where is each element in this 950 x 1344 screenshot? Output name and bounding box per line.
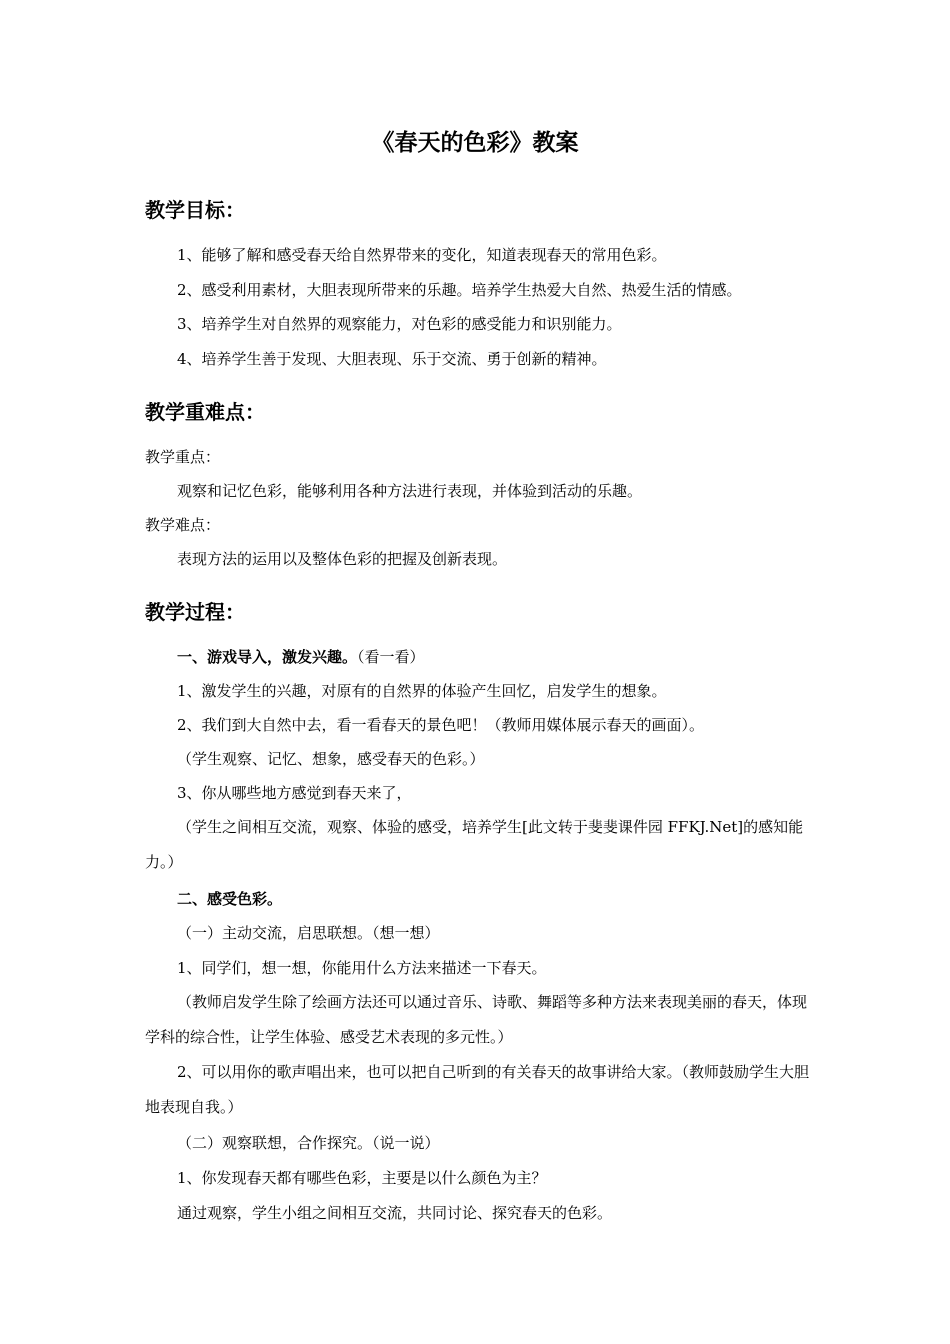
section1-title: 一、游戏导入，激发兴趣。 [177, 648, 358, 666]
s1-line-4: 3、你从哪些地方感觉到春天来了， [177, 784, 412, 802]
goal-item-1: 1、能够了解和感受春天给自然界带来的变化，知道表现春天的常用色彩。 [177, 246, 667, 264]
sub1-paragraph-2: 2、可以用你的歌声唱出来，也可以把自己听到的有关春天的故事讲给大家。（教师鼓励学生大胆地表现自我。） [145, 1063, 810, 1116]
goal-item-2: 2、感受利用素材，大胆表现所带来的乐趣。培养学生热爱大自然、热爱生活的情感。 [177, 281, 742, 299]
section2-title: 二、感受色彩。 [177, 890, 283, 908]
sub2-heading: （二）观察联想，合作探究。（说一说） [177, 1134, 440, 1152]
sub1-heading: （一）主动交流，启思联想。（想一想） [177, 924, 440, 942]
sub2-line-2: 通过观察，学生小组之间相互交流，共同讨论、探究春天的色彩。 [177, 1204, 613, 1222]
s1-line-1: 1、激发学生的兴趣，对原有的自然界的体验产生回忆，启发学生的想象。 [177, 682, 667, 700]
focus-label: 教学重点： [145, 448, 221, 466]
focus-text: 观察和记忆色彩，能够利用各种方法进行表现，并体验到活动的乐趣。 [177, 482, 643, 500]
s1-line-2: 2、我们到大自然中去，看一看春天的景色吧！（教师用媒体展示春天的画面）。 [177, 716, 705, 734]
difficulty-label: 教学难点： [145, 516, 221, 534]
section1-note: （看一看） [357, 648, 425, 666]
sub2-line-1: 1、你发现春天都有哪些色彩，主要是以什么颜色为主？ [177, 1169, 547, 1187]
s1-paragraph: （学生之间相互交流，观察、体验的感受，培养学生[此文转于斐斐课件园 FFKJ.Net]的感知能力。） [145, 818, 804, 871]
difficulty-text: 表现方法的运用以及整体色彩的把握及创新表现。 [177, 550, 508, 568]
sub1-paragraph-1: （教师启发学生除了绘画方法还可以通过音乐、诗歌、舞蹈等多种方法来表现美丽的春天，体现学科的综合性，让学生体验、感受艺术表现的多元性。） [145, 993, 808, 1046]
sub1-line-1: 1、同学们，想一想，你能用什么方法来描述一下春天。 [177, 959, 547, 977]
s1-line-3: （学生观察、记忆、想象，感受春天的色彩。） [177, 750, 485, 768]
goal-item-3: 3、培养学生对自然界的观察能力，对色彩的感受能力和识别能力。 [177, 315, 622, 333]
goals-heading: 教学目标： [145, 198, 245, 222]
key-points-heading: 教学重难点： [145, 400, 265, 424]
goal-item-4: 4、培养学生善于发现、大胆表现、乐于交流、勇于创新的精神。 [177, 350, 607, 368]
section1-title-line [145, 640, 815, 675]
document-title: 《春天的色彩》教案 [371, 129, 579, 156]
process-heading: 教学过程： [145, 600, 245, 624]
